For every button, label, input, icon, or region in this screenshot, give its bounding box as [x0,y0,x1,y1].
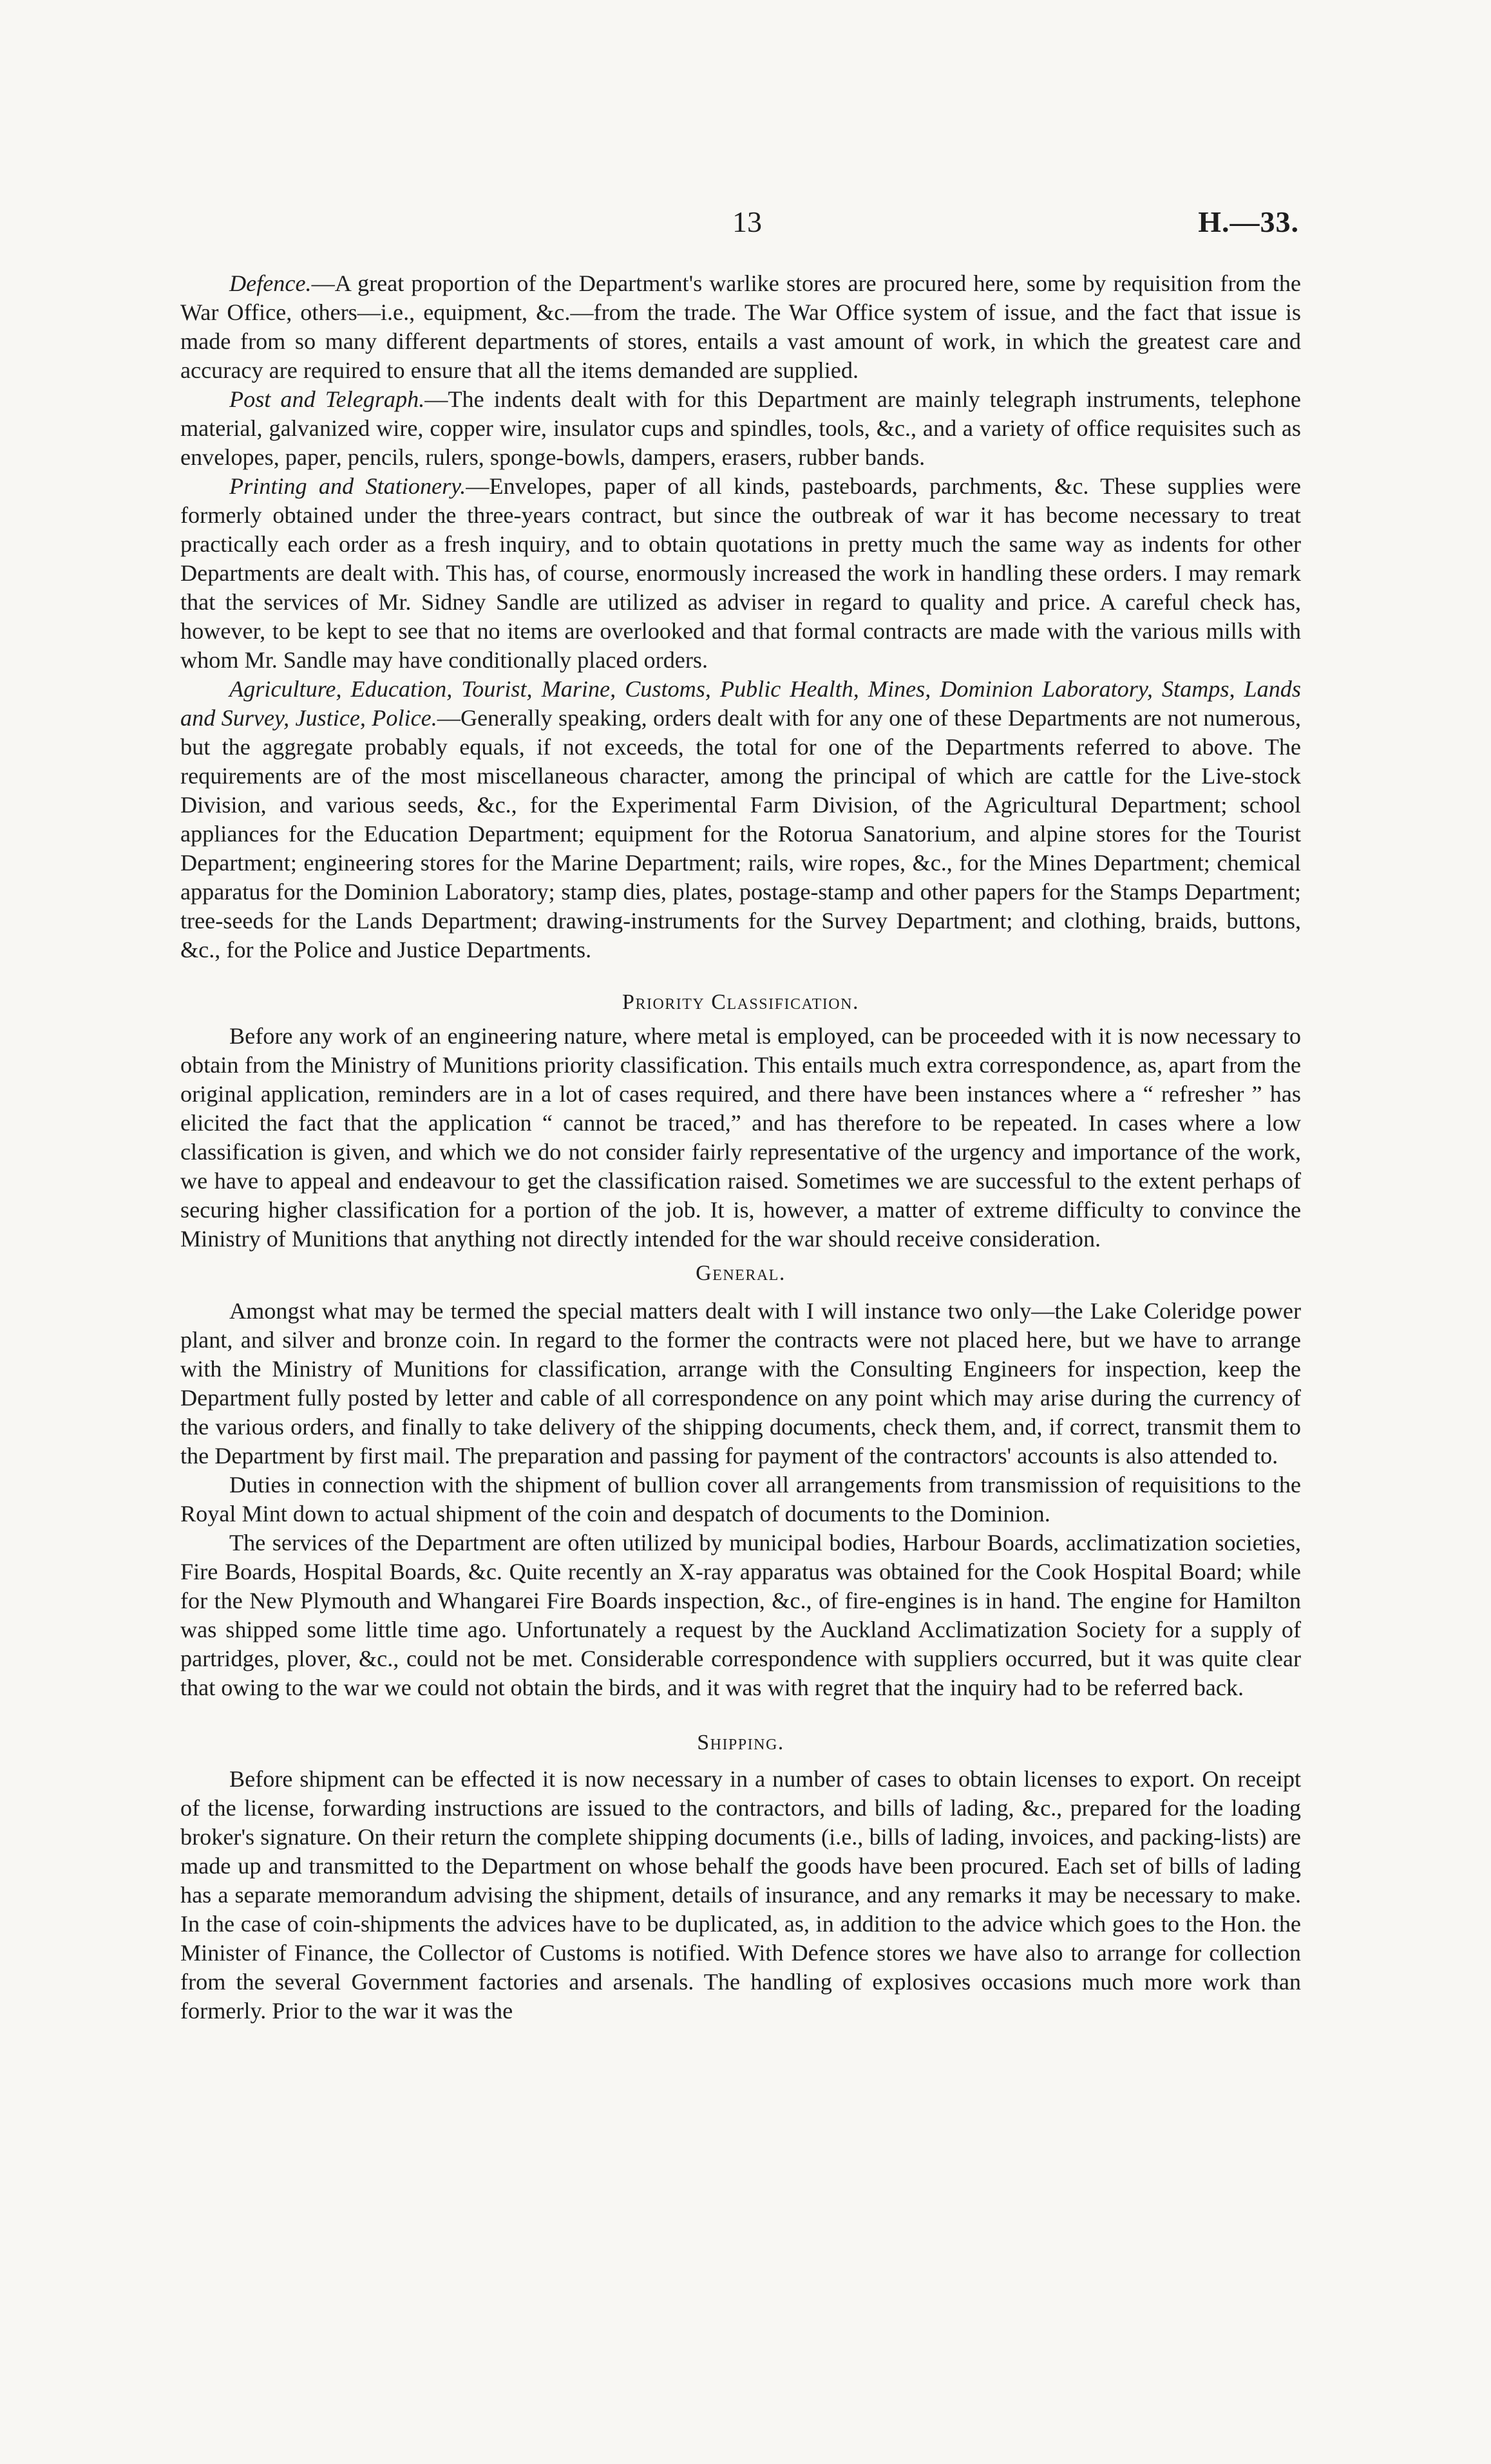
agriculture-lead: Agriculture, Education, Tourist, Marine, Customs, Public Health, Mines, Dominion Laboratory, Stamps, Lands and Survey, Justice, Police. [180,676,1301,731]
defence-text: —A great proportion of the Department's warlike stores are procured here, some by requisition from the War Office, others—i.e., equipment, &c.—from the trade. The War Office system of issue, and the fact that issue is made from so many different departments of stores, entails a vast amount of work, in which the greatest care and accuracy are required to ensure that all the items demanded are supplied. [180,270,1301,383]
defence-lead: Defence. [229,270,312,296]
agriculture-text: —Generally speaking, orders dealt with for any one of these Departments are not numerous, but the aggregate probably equals, if not exceeds, the total for one of the Departments referred to above. The requirements are of the most miscellaneous character, among the principal of which are cattle for the Live-stock Division, and various seeds, &c., for the Experimental Farm Division, of the Agricultural Department; school appliances for the Education Department; equipment for the Rotorua Sanatorium, and alpine stores for the Tourist Department; engineering stores for the Marine Department; rails, wire ropes, &c., for the Mines Department; chemical apparatus for the Dominion Laboratory; stamp dies, plates, postage-stamp and other papers for the Stamps Department; tree-seeds for the Lands Department; drawing-instruments for the Survey Department; and clothing, braids, buttons, &c., for the Police and Justice Departments. [180,705,1301,963]
general-paragraph-3: The services of the Department are often utilized by municipal bodies, Harbour Boards, acclimatization societies, Fire Boards, Hospital Boards, &c. Quite recently an X-ray apparatus was obtained for the Cook Hospital Board; while for the New Plymouth and Whangarei Fire Boards inspection, &c., of fire-engines is in hand. The engine for Hamilton was shipped some little time ago. Unfortunately a request by the Auckland Acclimatization Society for a supply of partridges, plover, &c., could not be met. Considerable correspondence with suppliers occurred, but it was quite clear that owing to the war we could not obtain the birds, and it was with regret that the inquiry had to be referred back. [180,1530,1301,1700]
general-paragraph-2: Duties in connection with the shipment of bullion cover all arrangements from transmission of requisitions to the Royal Mint down to actual shipment of the coin and despatch of documents to the Dominion. [180,1472,1301,1527]
shipping-heading: Shipping. [697,1731,784,1754]
general-heading: General. [696,1261,786,1285]
post-telegraph-paragraph [180,385,1301,472]
priority-paragraph: Before any work of an engineering nature, where metal is employed, can be proceeded with it is now necessary to obtain from the Ministry of Munitions priority classification. This entails much extra correspondence, as, apart from the original application, reminders are in a lot of cases required, and there have been instances where a “ refresher ” has elicited the fact that the application “ cannot be traced,” and has therefore to be repeated. In cases where a low classification is given, and which we do not consider fairly representative of the urgency and importance of the work, we have to appeal and endeavour to get the classification raised. Sometimes we are successful to the extent perhaps of securing higher classification for a portion of the job. It is, however, a matter of extreme difficulty to convince the Ministry of Munitions that anything not directly intended for the war should receive consideration. [180,1023,1301,1252]
document-code: H.—33. [1198,205,1299,238]
priority-heading: Priority Classification. [622,990,859,1014]
printing-stationery-lead: Printing and Stationery. [229,473,466,499]
defence-paragraph [180,269,1301,385]
shipping-paragraph: Before shipment can be effected it is now necessary in a number of cases to obtain licenses to export. On receipt of the license, forwarding instructions are issued to the contractors, and bills of lading, &c., prepared for the loading broker's signature. On their return the complete shipping documents (i.e., bills of lading, invoices, and packing-lists) are made up and transmitted to the Department on whose behalf the goods have been procured. Each set of bills of lading has a separate memorandum advising the shipment, details of insurance, and any remarks it may be necessary to make. In the case of coin-shipments the advices have to be duplicated, as, in addition to the advice which goes to the Hon. the Minister of Finance, the Collector of Customs is notified. With Defence stores we have also to arrange for collection from the several Government factories and arsenals. The handling of explosives occasions much more work than formerly. Prior to the war it was the [180,1766,1301,2024]
document-body [180,269,1301,2026]
post-telegraph-lead: Post and Telegraph. [229,386,425,412]
post-telegraph-text: —The indents dealt with for this Department are mainly telegraph instruments, telephone material, galvanized wire, copper wire, insulator cups and spindles, tools, &c., and a variety of office requisites such as envelopes, paper, pencils, rulers, sponge-bowls, dampers, erasers, rubber bands. [180,386,1301,470]
general-paragraph-1: Amongst what may be termed the special matters dealt with I will instance two only—the Lake Coleridge power plant, and silver and bronze coin. In regard to the former the contracts were not placed here, but we have to arrange with the Ministry of Munitions for classification, arrange with the Consulting Engineers for inspection, keep the Department fully posted by letter and cable of all correspondence on any point which may arise during the currency of the various orders, and finally to take delivery of the shipping documents, check them, and, if correct, transmit them to the Department by first mail. The preparation and passing for payment of the contractors' accounts is also attended to. [180,1298,1301,1469]
printing-stationery-text: —Envelopes, paper of all kinds, pasteboards, parchments, &c. These supplies were formerly obtained under the three-years contract, but since the outbreak of war it has become necessary to treat practically each order as a fresh inquiry, and to obtain quotations in pretty much the same way as indents for other Departments are dealt with. This has, of course, enormously increased the work in handling these orders. I may remark that the services of Mr. Sidney Sandle are utilized as adviser in regard to quality and price. A careful check has, however, to be kept to see that no items are overlooked and that formal contracts are made with the various mills with whom Mr. Sandle may have conditionally placed orders. [180,473,1301,673]
agriculture-paragraph [180,675,1301,964]
printing-stationery-paragraph [180,472,1301,675]
page-number: 13 [732,205,762,238]
